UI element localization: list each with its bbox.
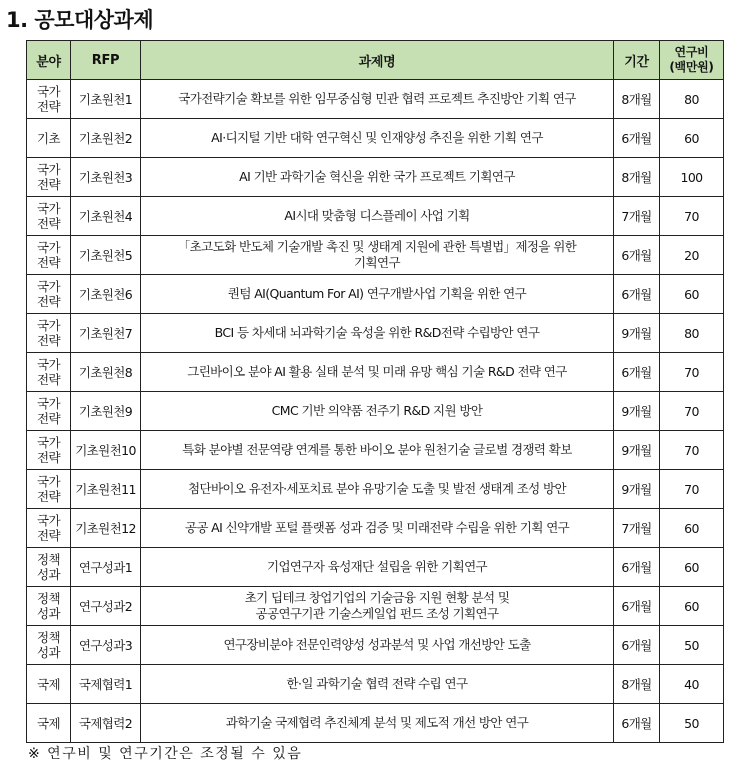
header-period: 기간 xyxy=(614,41,660,80)
cell-rfp: 기초원천11 xyxy=(71,470,141,509)
cell-rfp: 기초원천2 xyxy=(71,119,141,158)
footnote: ※ 연구비 및 연구기간은 조정될 수 있음 xyxy=(28,746,303,762)
task-text: 초기 딥테크 창업기업의 기술금융 지원 현황 분석 및 xyxy=(244,590,510,605)
cell-budget: 60 xyxy=(660,587,724,626)
area-text: 정책 xyxy=(37,630,60,645)
cell-period: 9개월 xyxy=(614,431,660,470)
table-row xyxy=(27,236,724,275)
cell-area xyxy=(27,197,71,236)
table-row xyxy=(27,197,724,236)
header-budget xyxy=(660,41,724,80)
table-row xyxy=(27,275,724,314)
task-text: 연구장비분야 전문인력양성 성과분석 및 사업 개선방안 도출 xyxy=(223,637,531,652)
table-row xyxy=(27,431,724,470)
area-text: 정책 xyxy=(37,591,60,606)
area-text: 성과 xyxy=(37,606,60,621)
task-text: 기업연구자 육성재단 설립을 위한 기획연구 xyxy=(266,559,488,574)
cell-area xyxy=(27,587,71,626)
cell-rfp: 기초원천7 xyxy=(71,314,141,353)
cell-period: 7개월 xyxy=(614,509,660,548)
section-title: 1. 공모대상과제 xyxy=(6,8,154,32)
area-text: 국제 xyxy=(37,676,60,692)
area-text: 전략 xyxy=(37,489,60,504)
cell-task xyxy=(141,158,614,197)
cell-area xyxy=(27,275,71,314)
task-table xyxy=(26,40,724,743)
table-row xyxy=(27,353,724,392)
header-budget-line1: 연구비 xyxy=(674,45,709,59)
cell-task xyxy=(141,626,614,665)
table-row xyxy=(27,119,724,158)
cell-area xyxy=(27,548,71,587)
table-row xyxy=(27,80,724,119)
cell-rfp: 연구성과3 xyxy=(71,626,141,665)
cell-rfp: 기초원천9 xyxy=(71,392,141,431)
area-text: 전략 xyxy=(37,177,60,192)
cell-task xyxy=(141,431,614,470)
task-text: 한·일 과학기술 협력 전략 수립 연구 xyxy=(286,676,468,691)
task-text: 첨단바이오 유전자·세포치료 분야 유망기술 도출 및 발전 생태계 조성 방안 xyxy=(188,481,566,496)
cell-period: 6개월 xyxy=(614,119,660,158)
cell-rfp: 국제협력2 xyxy=(71,704,141,743)
area-text: 전략 xyxy=(37,216,60,231)
task-text: 과학기술 국제협력 추진체계 분석 및 제도적 개선 방안 연구 xyxy=(225,715,529,730)
area-text: 국가 xyxy=(37,201,60,216)
cell-task xyxy=(141,704,614,743)
cell-budget: 70 xyxy=(660,470,724,509)
task-text: CMC 기반 의약품 전주기 R&D 지원 방안 xyxy=(271,403,483,418)
table-row xyxy=(27,587,724,626)
cell-task xyxy=(141,80,614,119)
cell-area xyxy=(27,704,71,743)
cell-task xyxy=(141,353,614,392)
cell-budget: 70 xyxy=(660,431,724,470)
cell-task xyxy=(141,236,614,275)
table-row xyxy=(27,158,724,197)
cell-area xyxy=(27,158,71,197)
task-text: 퀀텀 AI(Quantum For AI) 연구개발사업 기획을 위한 연구 xyxy=(227,286,527,301)
cell-budget: 60 xyxy=(660,119,724,158)
cell-task xyxy=(141,509,614,548)
cell-rfp: 연구성과1 xyxy=(71,548,141,587)
area-text: 정책 xyxy=(37,552,60,567)
area-text: 국가 xyxy=(37,435,60,450)
task-text: 공공연구기관 기술스케일업 펀드 조성 기획연구 xyxy=(255,606,499,621)
area-text: 국가 xyxy=(37,162,60,177)
cell-budget: 50 xyxy=(660,704,724,743)
cell-budget: 70 xyxy=(660,353,724,392)
task-text: AI시대 맞춤형 디스플레이 사업 기획 xyxy=(284,208,470,223)
area-text: 국가 xyxy=(37,318,60,333)
cell-area xyxy=(27,626,71,665)
cell-budget: 50 xyxy=(660,626,724,665)
area-text: 국가 xyxy=(37,279,60,294)
cell-period: 8개월 xyxy=(614,158,660,197)
area-text: 국가 xyxy=(37,474,60,489)
cell-task xyxy=(141,548,614,587)
task-text: AI 기반 과학기술 혁신을 위한 국가 프로젝트 기획연구 xyxy=(239,169,515,184)
header-rfp: RFP xyxy=(71,41,141,80)
task-text: 특화 분야별 전문역량 연계를 통한 바이오 분야 원천기술 글로벌 경쟁력 확보 xyxy=(182,442,572,457)
cell-task xyxy=(141,392,614,431)
header-area: 분야 xyxy=(27,41,71,80)
task-text: 기획연구 xyxy=(354,255,400,270)
cell-period: 9개월 xyxy=(614,470,660,509)
cell-rfp: 연구성과2 xyxy=(71,587,141,626)
header-budget-line2: (백만원) xyxy=(669,60,714,74)
cell-period: 8개월 xyxy=(614,665,660,704)
cell-area xyxy=(27,431,71,470)
area-text: 전략 xyxy=(37,99,60,114)
task-text: 공공 AI 신약개발 포털 플랫폼 성과 검증 및 미래전략 수립을 위한 기획 연구 xyxy=(184,520,570,535)
table-row xyxy=(27,392,724,431)
cell-period: 8개월 xyxy=(614,80,660,119)
area-text: 전략 xyxy=(37,294,60,309)
cell-task xyxy=(141,470,614,509)
cell-area xyxy=(27,353,71,392)
cell-rfp: 국제협력1 xyxy=(71,665,141,704)
table-body xyxy=(27,80,724,743)
area-text: 성과 xyxy=(37,567,60,582)
cell-area xyxy=(27,665,71,704)
table-row xyxy=(27,704,724,743)
cell-period: 6개월 xyxy=(614,236,660,275)
area-text: 국제 xyxy=(37,715,60,731)
cell-period: 6개월 xyxy=(614,587,660,626)
table-header-row xyxy=(27,41,724,80)
area-text: 국가 xyxy=(37,240,60,255)
cell-budget: 70 xyxy=(660,197,724,236)
table-row xyxy=(27,665,724,704)
cell-period: 6개월 xyxy=(614,353,660,392)
cell-rfp: 기초원천5 xyxy=(71,236,141,275)
cell-rfp: 기초원천12 xyxy=(71,509,141,548)
cell-budget: 60 xyxy=(660,548,724,587)
cell-rfp: 기초원천1 xyxy=(71,80,141,119)
cell-area xyxy=(27,509,71,548)
area-text: 전략 xyxy=(37,255,60,270)
cell-budget: 80 xyxy=(660,314,724,353)
area-text: 성과 xyxy=(37,645,60,660)
cell-period: 6개월 xyxy=(614,275,660,314)
table-row xyxy=(27,470,724,509)
table-row xyxy=(27,626,724,665)
cell-area xyxy=(27,80,71,119)
cell-rfp: 기초원천8 xyxy=(71,353,141,392)
cell-area xyxy=(27,392,71,431)
header-task: 과제명 xyxy=(141,41,614,80)
cell-budget: 60 xyxy=(660,509,724,548)
task-text: 국가전략기술 확보를 위한 임무중심형 민관 협력 프로젝트 추진방안 기획 연구 xyxy=(178,91,576,106)
cell-budget: 80 xyxy=(660,80,724,119)
cell-period: 9개월 xyxy=(614,314,660,353)
area-text: 국가 xyxy=(37,396,60,411)
area-text: 전략 xyxy=(37,372,60,387)
area-text: 전략 xyxy=(37,411,60,426)
cell-task xyxy=(141,119,614,158)
cell-area xyxy=(27,470,71,509)
cell-rfp: 기초원천10 xyxy=(71,431,141,470)
cell-period: 6개월 xyxy=(614,548,660,587)
cell-task xyxy=(141,197,614,236)
area-text: 전략 xyxy=(37,450,60,465)
task-text: 「초고도화 반도체 기술개발 촉진 및 생태계 지원에 관한 특별법」제정을 위한 xyxy=(177,239,577,254)
area-text: 전략 xyxy=(37,528,60,543)
area-text: 전략 xyxy=(37,333,60,348)
cell-task xyxy=(141,314,614,353)
cell-budget: 40 xyxy=(660,665,724,704)
cell-task xyxy=(141,587,614,626)
cell-budget: 20 xyxy=(660,236,724,275)
cell-area xyxy=(27,236,71,275)
cell-area xyxy=(27,314,71,353)
cell-rfp: 기초원천6 xyxy=(71,275,141,314)
cell-rfp: 기초원천4 xyxy=(71,197,141,236)
cell-budget: 100 xyxy=(660,158,724,197)
table-row xyxy=(27,509,724,548)
cell-task xyxy=(141,275,614,314)
cell-area xyxy=(27,119,71,158)
cell-budget: 60 xyxy=(660,275,724,314)
area-text: 국가 xyxy=(37,357,60,372)
task-text: BCI 등 차세대 뇌과학기술 육성을 위한 R&D전략 수립방안 연구 xyxy=(214,325,540,340)
task-text: 그린바이오 분야 AI 활용 실태 분석 및 미래 유망 핵심 기술 R&D 전략 연구 xyxy=(187,364,567,379)
cell-period: 6개월 xyxy=(614,626,660,665)
task-text: AI·디지털 기반 대학 연구혁신 및 인재양성 추진을 위한 기획 연구 xyxy=(211,130,543,145)
table-row xyxy=(27,314,724,353)
area-text: 국가 xyxy=(37,84,60,99)
cell-budget: 70 xyxy=(660,392,724,431)
area-text: 국가 xyxy=(37,513,60,528)
cell-task xyxy=(141,665,614,704)
area-text: 기초 xyxy=(37,130,60,146)
table-row xyxy=(27,548,724,587)
cell-period: 6개월 xyxy=(614,704,660,743)
cell-period: 9개월 xyxy=(614,392,660,431)
cell-period: 7개월 xyxy=(614,197,660,236)
cell-rfp: 기초원천3 xyxy=(71,158,141,197)
